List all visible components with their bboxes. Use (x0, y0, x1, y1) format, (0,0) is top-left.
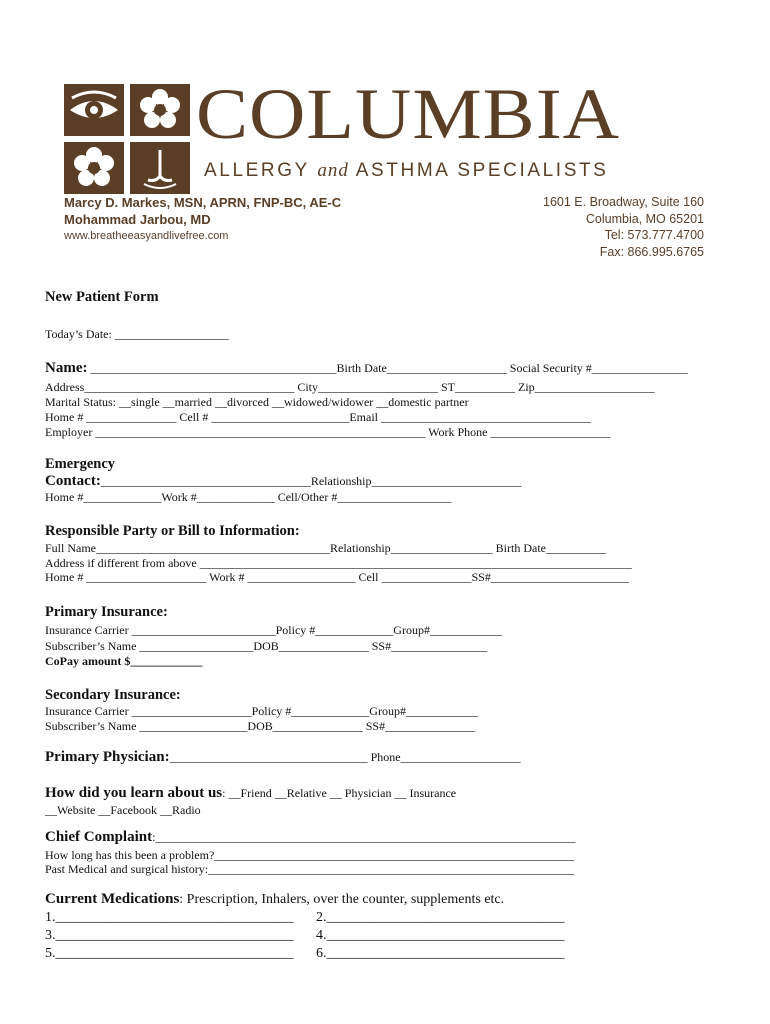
complaint-label: Chief Complaint (45, 829, 153, 845)
subtitle-allergy: ALLERGY (204, 160, 310, 181)
how-long-row: How long has this been a problem?____________________________________________________________ (45, 848, 575, 862)
chief-complaint-row (45, 830, 575, 844)
clinic-logo (64, 84, 190, 194)
copay-row: CoPay amount $____________ (45, 654, 203, 668)
past-history-row: Past Medical and surgical history:_____________________________________________________________ (45, 862, 575, 876)
emergency-phones-row: Home #_____________Work #_____________ Cell/Other #___________________ (45, 490, 452, 504)
learn-options-1: : __Friend __Relative __ Physician __ Insurance (222, 786, 457, 800)
responsible-party-heading: Responsible Party or Bill to Information: (45, 523, 300, 539)
address-row: Address___________________________________ City____________________ ST__________ Zip____________________ (45, 380, 655, 394)
medication-1: 1.__________________________________ (45, 910, 294, 925)
medication-3: 3.__________________________________ (45, 928, 294, 943)
fax: Fax: 866.995.6765 (599, 244, 704, 259)
learn-options-row-2: __Website __Facebook __Radio (45, 803, 201, 817)
telephone: Tel: 573.777.4700 (604, 228, 704, 242)
current-medications-row (45, 892, 504, 907)
name-label: Name: (45, 360, 88, 376)
medication-5: 5.__________________________________ (45, 946, 294, 961)
medication-2: 2.__________________________________ (316, 910, 565, 925)
doctor-2: Mohammad Jarbou, MD (64, 212, 211, 227)
physician-label: Primary Physician: (45, 749, 170, 765)
home-cell-email-row: Home # _______________ Cell # _______________________Email ___________________________________ (45, 410, 591, 424)
clinic-contact (543, 194, 704, 260)
complaint-fields: :______________________________________________________________________ (152, 830, 576, 844)
website: www.breatheeasyandlivefree.com (64, 230, 229, 242)
medications-description: : Prescription, Inhalers, over the counter, supplements etc. (179, 892, 505, 907)
secondary-subscriber-row: Subscriber’s Name __________________DOB_______________ SS#_______________ (45, 719, 476, 733)
brand-name: COLUMBIA (196, 73, 621, 154)
name-row (45, 361, 688, 375)
secondary-carrier-row: Insurance Carrier ____________________Policy #_____________Group#____________ (45, 704, 478, 718)
medications-label: Current Medications (45, 891, 180, 907)
full-name-row: Full Name_______________________________________Relationship_________________ Birth Date__________ (45, 541, 606, 555)
emergency-contact-row (45, 474, 522, 488)
contact-label: Contact: (45, 473, 101, 489)
physician-fields: _________________________________ Phone____________________ (169, 750, 521, 764)
emergency-heading: Emergency (45, 456, 116, 472)
primary-insurance-heading: Primary Insurance: (45, 604, 168, 620)
address-line-2: Columbia, MO 65201 (585, 211, 704, 226)
name-fields: _________________________________________Birth Date____________________ Social Security #________________ (87, 361, 688, 375)
form-title: New Patient Form (45, 289, 159, 305)
primary-physician-row (45, 750, 521, 764)
brand-subtitle (204, 160, 608, 182)
address-different-row: Address if different from above ________________________________________________________________________ (45, 556, 632, 570)
subtitle-asthma: ASTHMA SPECIALISTS (355, 160, 609, 181)
address-line-1: 1601 E. Broadway, Suite 160 (543, 195, 704, 209)
medication-4: 4.__________________________________ (316, 928, 565, 943)
contact-fields: ___________________________________Relationship_________________________ (100, 474, 522, 488)
learn-about-row (45, 786, 456, 800)
doctor-1: Marcy D. Markes, MSN, APRN, FNP-BC, AE-C (64, 195, 342, 210)
doctor-info (64, 194, 341, 244)
subtitle-and: and (317, 160, 349, 181)
secondary-insurance-heading: Secondary Insurance: (45, 687, 181, 703)
medication-6: 6.__________________________________ (316, 946, 565, 961)
primary-carrier-row: Insurance Carrier ________________________Policy #_____________Group#____________ (45, 623, 502, 637)
todays-date-field: Today’s Date: ___________________ (45, 327, 229, 341)
primary-subscriber-row: Subscriber’s Name ___________________DOB_______________ SS#________________ (45, 639, 488, 653)
responsible-phones-row: Home # ____________________ Work # __________________ Cell _______________SS#_______________________ (45, 570, 629, 584)
employer-row: Employer _______________________________________________________ Work Phone ____________________ (45, 425, 611, 439)
marital-status-row: Marital Status: __single __married __divorced __widowed/widower __domestic partner (45, 395, 469, 409)
learn-label: How did you learn about us (45, 785, 223, 801)
